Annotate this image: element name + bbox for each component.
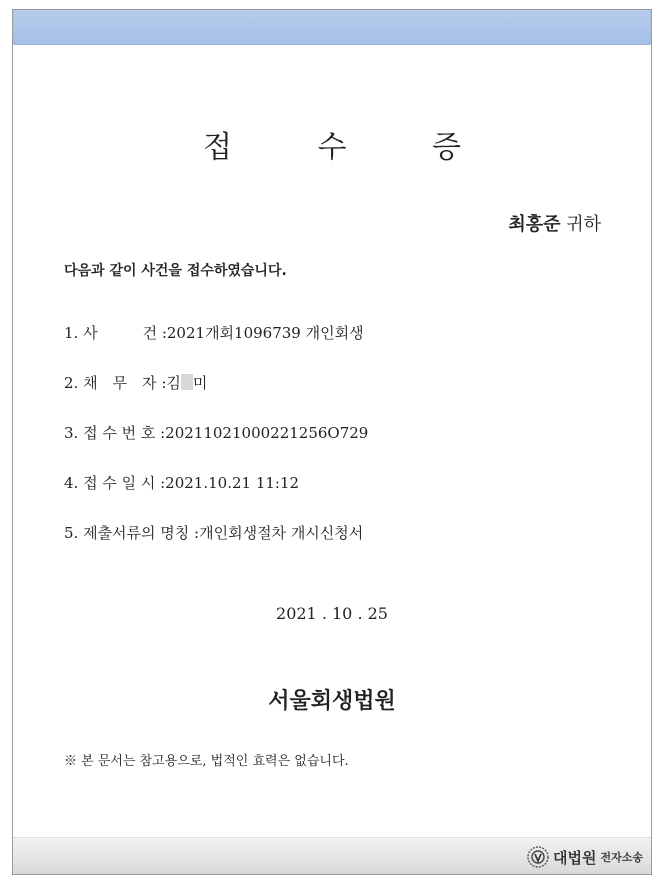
item-debtor bbox=[64, 373, 368, 423]
item-value: 20211021000221256O729 bbox=[165, 424, 369, 442]
logo-main-text: 대법원 bbox=[553, 848, 597, 867]
item-label: 2. 채 무 자 : bbox=[64, 374, 167, 392]
recipient-name: 최홍준 bbox=[508, 214, 561, 235]
legal-notice: ※ 본 문서는 참고용으로, 법적인 효력은 없습니다. bbox=[64, 754, 349, 769]
debtor-name-prefix: 김 bbox=[166, 374, 181, 392]
footer-band bbox=[13, 837, 651, 874]
document-title: 접 수 증 bbox=[202, 130, 499, 165]
item-receipt-datetime bbox=[64, 473, 368, 523]
item-case bbox=[64, 323, 368, 373]
header-band bbox=[13, 10, 651, 45]
footer-logo bbox=[527, 846, 643, 868]
item-value: 2021.10.21 11:12 bbox=[165, 474, 300, 492]
court-emblem-icon bbox=[527, 846, 549, 868]
item-receipt-number bbox=[64, 423, 368, 473]
logo-sub-text: 전자소송 bbox=[600, 851, 643, 864]
item-value: 개인회생절차 개시신청서 bbox=[199, 524, 364, 542]
item-value: 2021개회1096739 개인회생 bbox=[166, 324, 364, 342]
item-label: 3. 접 수 번 호 : bbox=[64, 424, 166, 442]
court-name: 서울회생법원 bbox=[268, 689, 396, 714]
intro-text: 다음과 같이 사건을 접수하였습니다. bbox=[64, 263, 287, 279]
document-frame bbox=[12, 9, 652, 875]
redaction-mask bbox=[181, 374, 193, 390]
item-label: 4. 접 수 일 시 : bbox=[64, 474, 166, 492]
receipt-items bbox=[64, 323, 368, 573]
item-label: 5. 제출서류의 명칭 : bbox=[64, 524, 200, 542]
debtor-name-suffix: 미 bbox=[192, 374, 208, 392]
item-label: 1. 사 건 : bbox=[64, 324, 167, 342]
recipient bbox=[508, 210, 601, 236]
issue-date: 2021 . 10 . 25 bbox=[276, 604, 388, 623]
item-document-name bbox=[64, 523, 368, 573]
recipient-suffix: 귀하 bbox=[566, 214, 601, 235]
